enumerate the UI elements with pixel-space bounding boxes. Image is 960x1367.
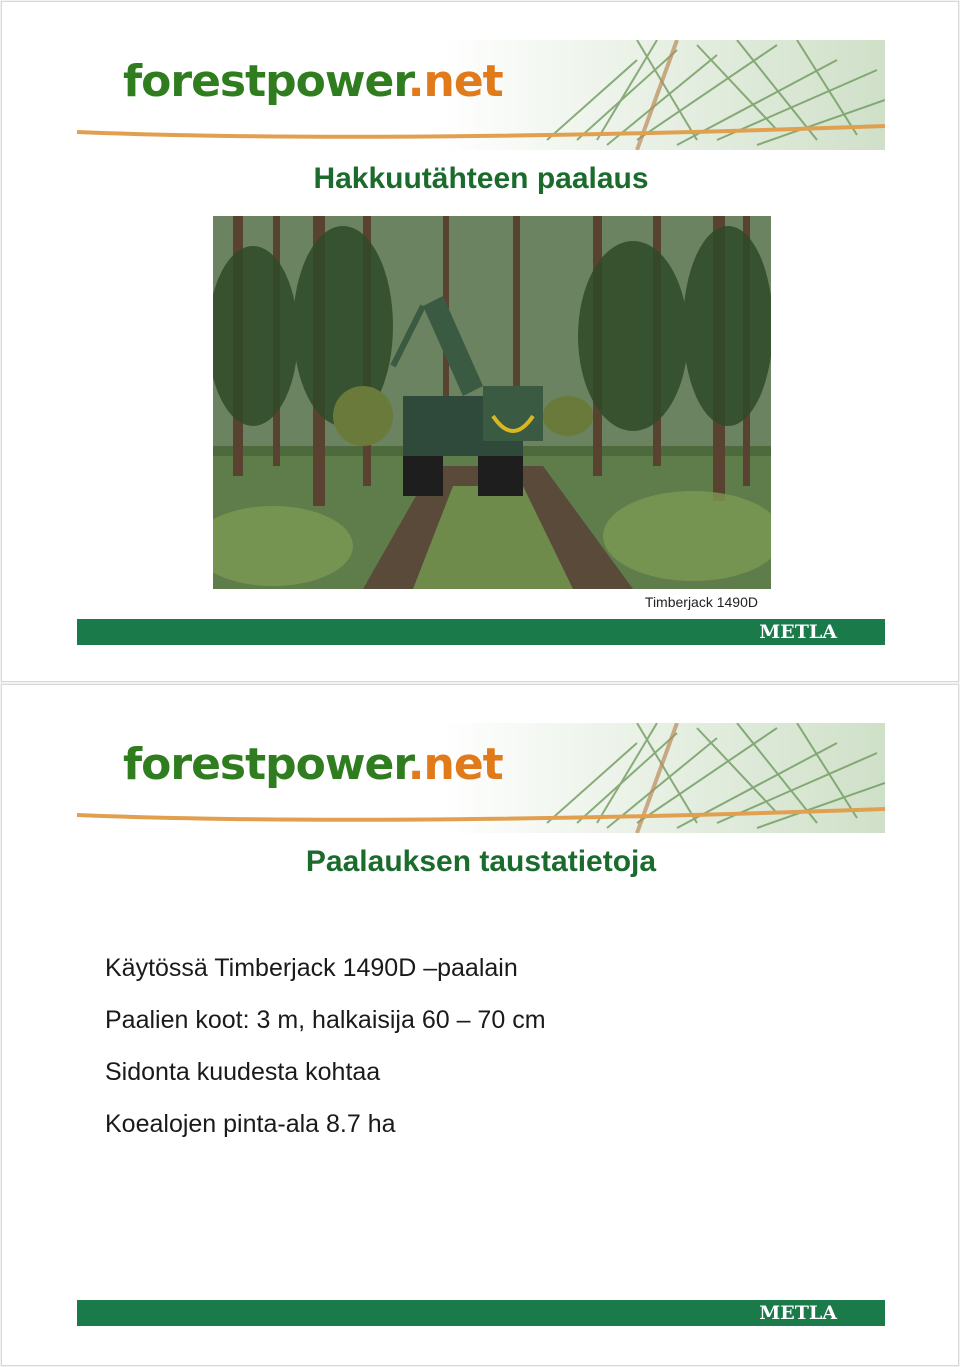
photo-caption: Timberjack 1490D [644,594,758,610]
brand-name: forestpower [123,739,408,790]
forestpower-logo [123,739,503,790]
brand-tld: .net [407,739,503,790]
metla-logo: METLA [759,621,837,643]
header-banner [77,723,885,833]
list-item: Käytössä Timberjack 1490D –paalain [105,954,518,982]
list-item: Koealojen pinta-ala 8.7 ha [105,1110,396,1138]
list-item: Sidonta kuudesta kohtaa [105,1058,381,1086]
forestpower-logo [123,56,503,107]
slide-title: Paalauksen taustatietoja [305,845,657,878]
header-banner [77,40,885,150]
metla-logo: METLA [759,1302,837,1324]
brand-name: forestpower [123,56,408,107]
bullet-list [105,953,546,1161]
harvester-photo [213,216,771,589]
footer-bar [77,619,885,645]
list-item: Paalien koot: 3 m, halkaisija 60 – 70 cm [105,1006,546,1034]
brand-tld: .net [407,56,503,107]
slide-2 [1,684,959,1366]
slide-title: Hakkuutähteen paalaus [313,162,649,195]
footer-bar [77,1300,885,1326]
slide-1 [1,1,959,682]
